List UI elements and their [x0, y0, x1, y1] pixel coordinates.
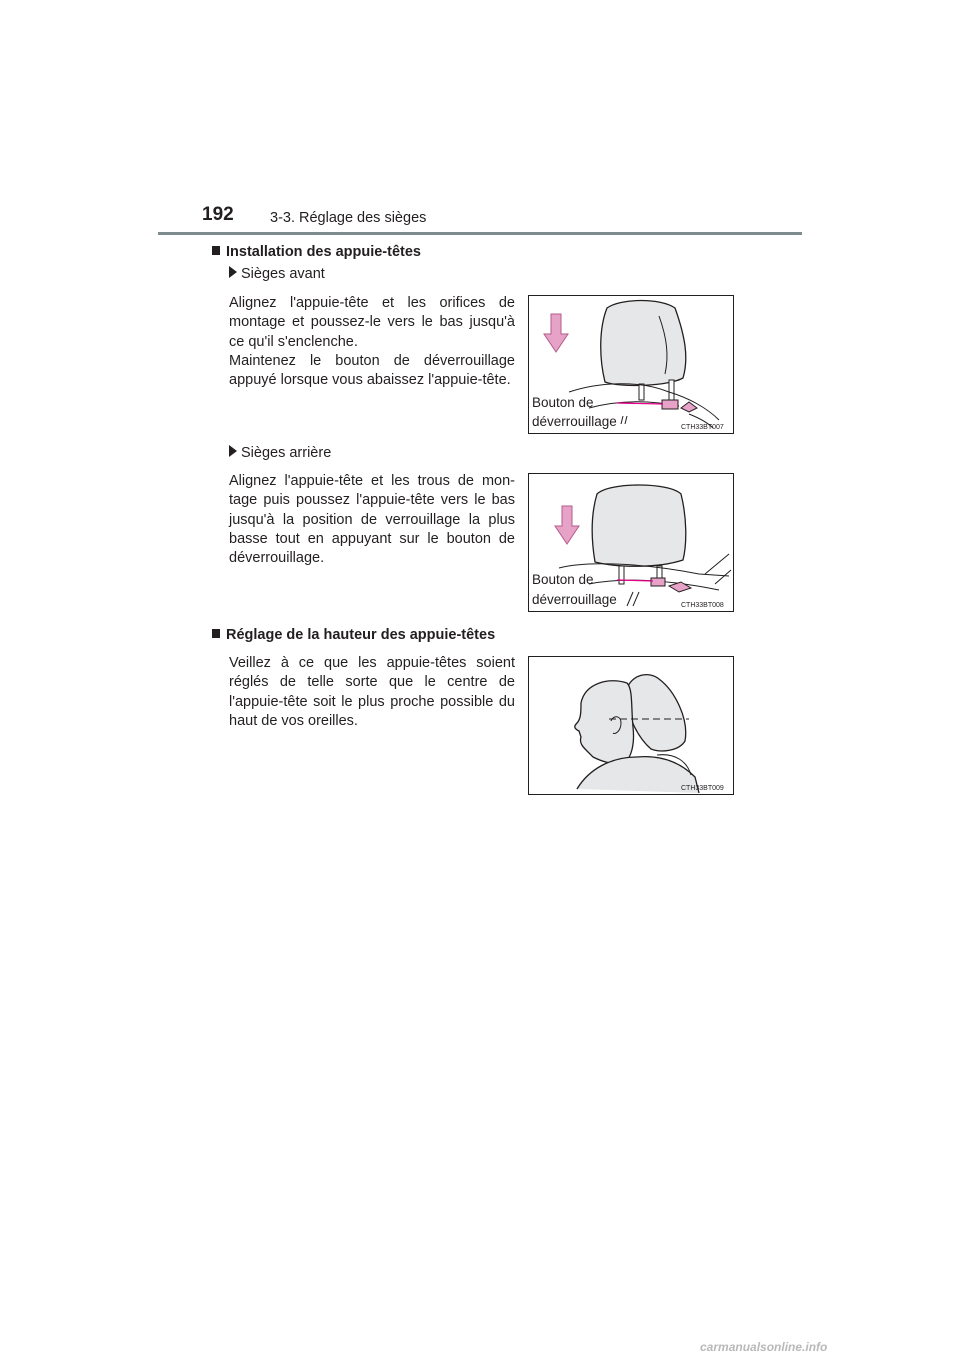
rear-callout-line1: Bouton de: [532, 572, 594, 587]
front-headrest-figure: [528, 295, 734, 434]
section-title: 3-3. Réglage des sièges: [270, 210, 427, 226]
down-arrow-icon: [555, 506, 579, 544]
front-seats-paragraph-1: Alignez l'appuie-tête et les orifices de montage et poussez-le vers le bas jusqu'à ce qu'il s'enclenche.: [229, 295, 515, 350]
rear-seats-text: Alignez l'appuie-tête et les trous de mon-tage puis poussez l'appuie-tête vers le bas jusqu'à la position de verrouillage la plus basse tout en appuyant sur le bouton de déverrouillage.: [229, 473, 515, 567]
triangle-bullet-icon: [229, 445, 237, 457]
down-arrow-icon: [544, 314, 568, 352]
height-text: Veillez à ce que les appuie-têtes soient réglés de telle sorte que le centre de l'appuie-tête soit le plus proche possible du haut de vos oreilles.: [229, 655, 515, 729]
rear-headrest-figure: [528, 473, 734, 612]
front-seats-label: [229, 266, 325, 282]
header-rule: [158, 232, 802, 235]
rear-seats-label: [229, 445, 331, 461]
footer-watermark: carmanualsonline.info: [700, 1340, 828, 1354]
square-bullet-icon: [212, 246, 220, 255]
front-callout-line2: déverrouillage: [532, 414, 617, 429]
rear-figure-code: CTH33BT008: [681, 602, 724, 609]
front-seats-text: [229, 294, 515, 390]
triangle-bullet-icon: [229, 266, 237, 278]
height-figure: [528, 656, 734, 795]
rear-seats-label-text: Sièges arrière: [241, 445, 332, 461]
height-heading-text: Réglage de la hauteur des appuie-têtes: [226, 627, 496, 643]
front-seats-paragraph-2: Maintenez le bouton de déverrouillage appuyé lorsque vous abaissez l'appuie-tête.: [229, 352, 515, 389]
installation-heading: [212, 244, 421, 260]
front-callout-line1: Bouton de: [532, 395, 594, 410]
square-bullet-icon: [212, 629, 220, 638]
page-number: 192: [202, 204, 234, 225]
installation-heading-text: Installation des appuie-têtes: [226, 244, 421, 260]
front-figure-code: CTH33BT007: [681, 424, 724, 431]
rear-callout-line2: déverrouillage: [532, 592, 617, 607]
front-seats-label-text: Sièges avant: [241, 266, 325, 282]
height-heading: [212, 627, 495, 643]
height-figure-code: CTH33BT009: [681, 785, 724, 792]
